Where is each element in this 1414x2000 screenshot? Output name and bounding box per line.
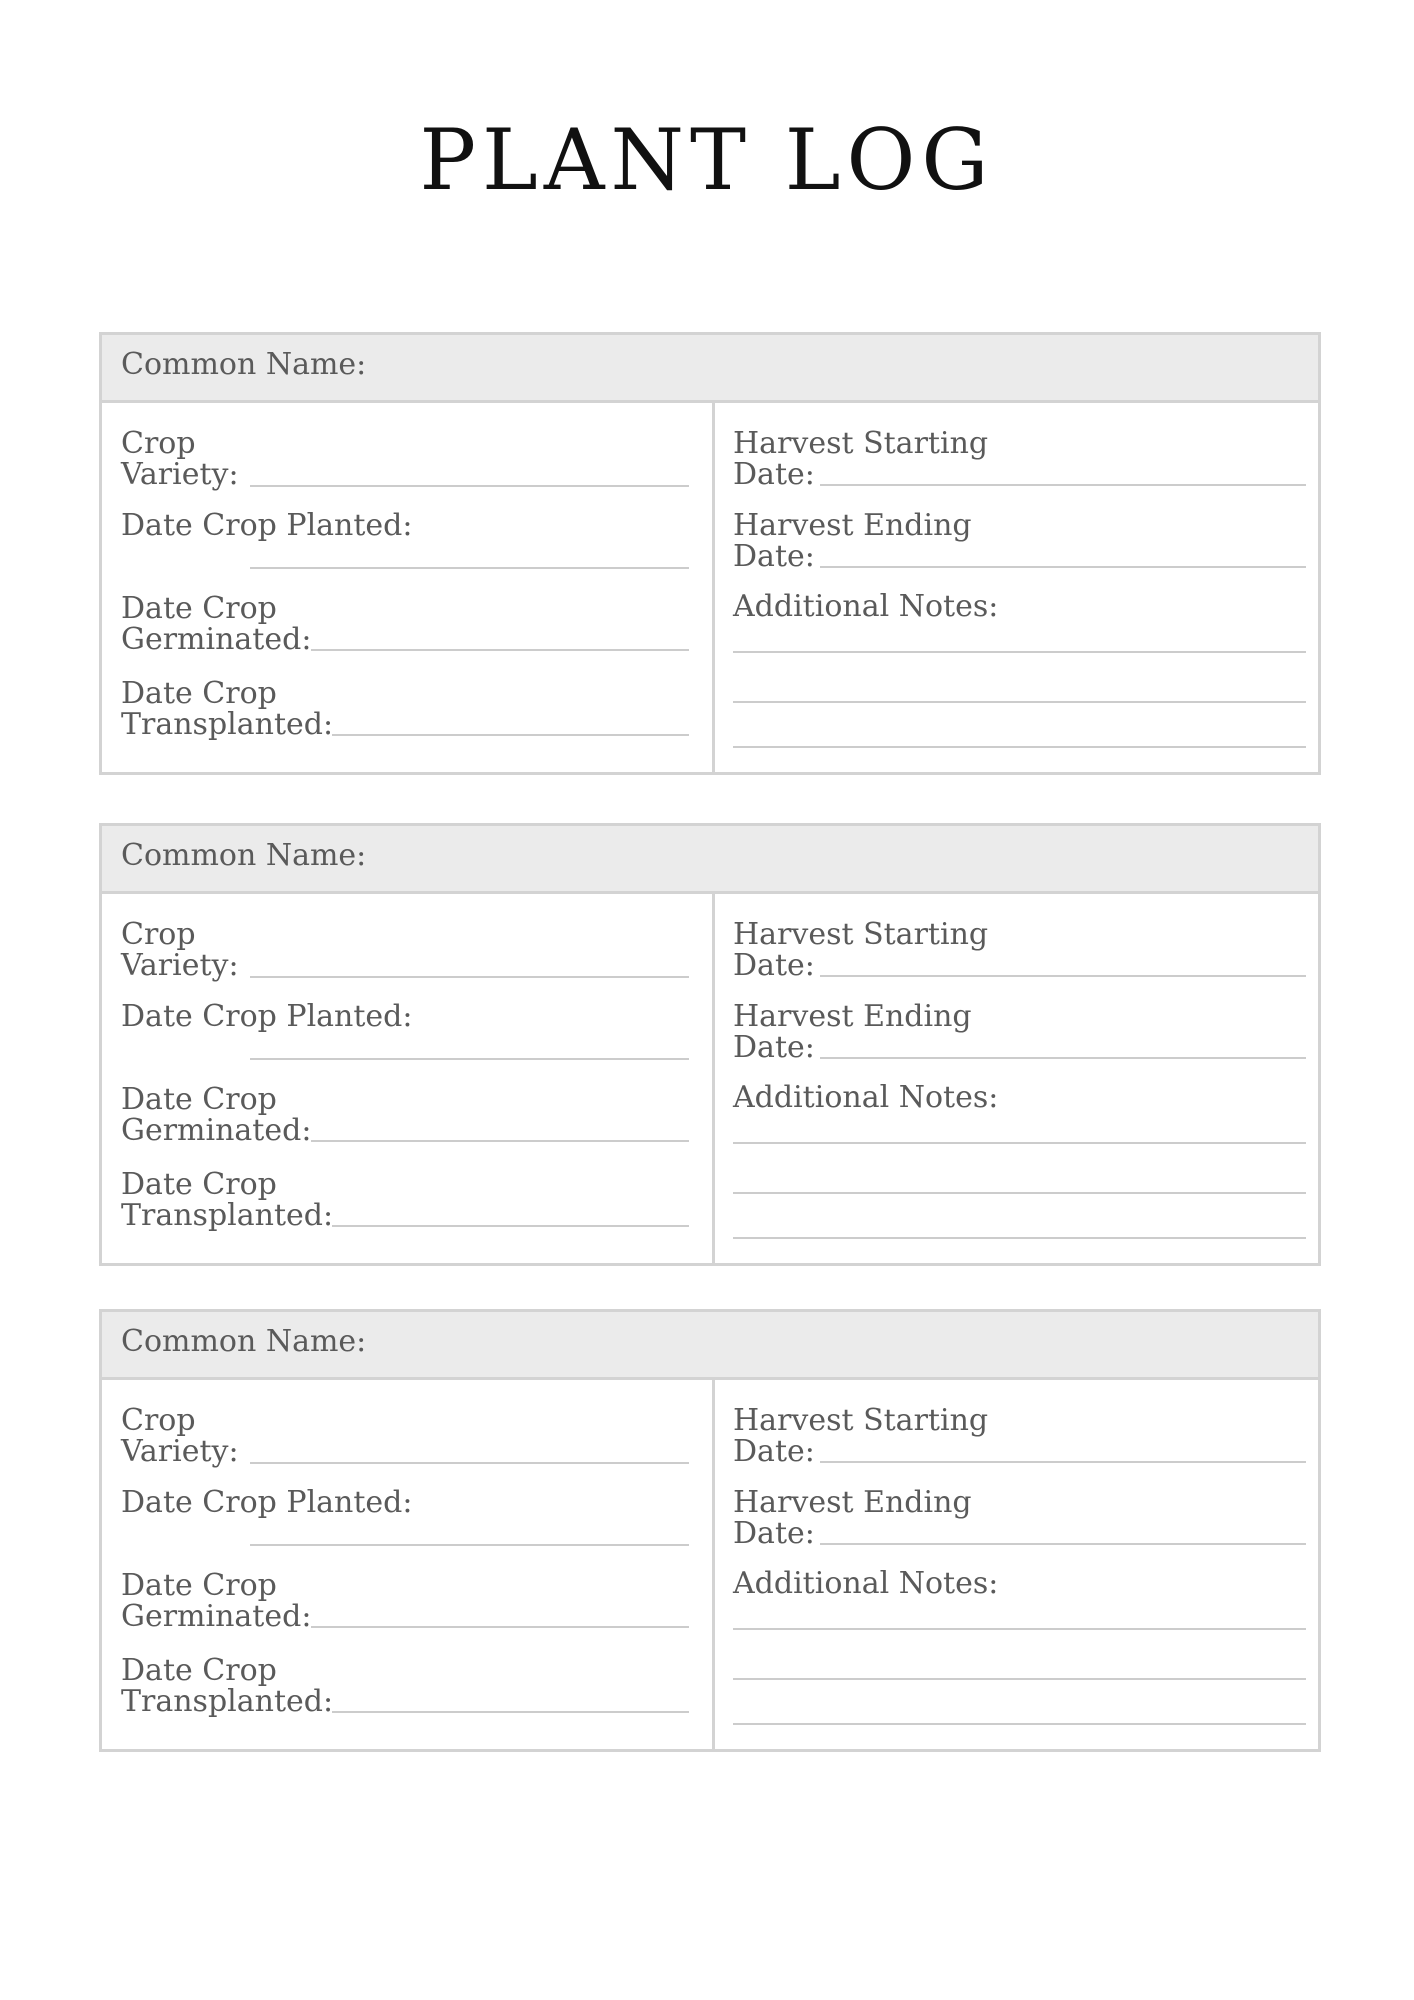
notes-line[interactable] <box>733 701 1306 703</box>
date-transplanted-line[interactable] <box>332 734 689 736</box>
common-name-label: Common Name: <box>121 347 367 382</box>
plant-entry-card <box>99 823 1321 1266</box>
harvest-start-label: Harvest Starting Date: <box>733 1403 989 1469</box>
harvest-end-line[interactable] <box>820 1057 1306 1059</box>
harvest-start-label: Harvest Starting Date: <box>733 917 989 983</box>
date-planted-line[interactable] <box>250 567 689 569</box>
notes-line[interactable] <box>733 746 1306 748</box>
notes-line[interactable] <box>733 1237 1306 1239</box>
notes-line[interactable] <box>733 1723 1306 1725</box>
column-divider <box>712 1380 715 1749</box>
common-name-row[interactable] <box>102 826 1318 894</box>
additional-notes-label: Additional Notes: <box>733 589 999 624</box>
plant-entry-card <box>99 332 1321 775</box>
additional-notes-label: Additional Notes: <box>733 1566 999 1601</box>
notes-line[interactable] <box>733 1192 1306 1194</box>
notes-line[interactable] <box>733 1142 1306 1144</box>
harvest-end-line[interactable] <box>820 1543 1306 1545</box>
harvest-end-label: Harvest Ending Date: <box>733 508 972 574</box>
harvest-start-line[interactable] <box>820 975 1306 977</box>
date-transplanted-line[interactable] <box>332 1711 689 1713</box>
date-planted-line[interactable] <box>250 1544 689 1546</box>
crop-variety-line[interactable] <box>250 1462 689 1464</box>
crop-variety-label: Crop Variety: <box>121 426 239 492</box>
date-planted-label: Date Crop Planted: <box>121 1485 413 1520</box>
harvest-end-label: Harvest Ending Date: <box>733 1485 972 1551</box>
page-title: PLANT LOG <box>419 111 995 209</box>
common-name-row[interactable] <box>102 1312 1318 1380</box>
crop-variety-label: Crop Variety: <box>121 917 239 983</box>
date-germinated-line[interactable] <box>311 1626 689 1628</box>
date-germinated-line[interactable] <box>311 649 689 651</box>
column-divider <box>712 403 715 772</box>
date-planted-line[interactable] <box>250 1058 689 1060</box>
common-name-label: Common Name: <box>121 1324 367 1359</box>
date-transplanted-label: Date Crop Transplanted: <box>121 1653 334 1719</box>
date-transplanted-label: Date Crop Transplanted: <box>121 676 334 742</box>
harvest-start-line[interactable] <box>820 484 1306 486</box>
date-transplanted-line[interactable] <box>332 1225 689 1227</box>
date-germinated-line[interactable] <box>311 1140 689 1142</box>
notes-line[interactable] <box>733 1628 1306 1630</box>
harvest-end-label: Harvest Ending Date: <box>733 999 972 1065</box>
date-planted-label: Date Crop Planted: <box>121 508 413 543</box>
harvest-start-label: Harvest Starting Date: <box>733 426 989 492</box>
column-divider <box>712 894 715 1263</box>
harvest-start-line[interactable] <box>820 1461 1306 1463</box>
common-name-row[interactable] <box>102 335 1318 403</box>
common-name-label: Common Name: <box>121 838 367 873</box>
crop-variety-label: Crop Variety: <box>121 1403 239 1469</box>
crop-variety-line[interactable] <box>250 485 689 487</box>
date-germinated-label: Date Crop Germinated: <box>121 1082 312 1148</box>
plant-entry-card <box>99 1309 1321 1752</box>
date-germinated-label: Date Crop Germinated: <box>121 591 312 657</box>
harvest-end-line[interactable] <box>820 566 1306 568</box>
date-transplanted-label: Date Crop Transplanted: <box>121 1167 334 1233</box>
crop-variety-line[interactable] <box>250 976 689 978</box>
notes-line[interactable] <box>733 651 1306 653</box>
additional-notes-label: Additional Notes: <box>733 1080 999 1115</box>
date-planted-label: Date Crop Planted: <box>121 999 413 1034</box>
date-germinated-label: Date Crop Germinated: <box>121 1568 312 1634</box>
notes-line[interactable] <box>733 1678 1306 1680</box>
